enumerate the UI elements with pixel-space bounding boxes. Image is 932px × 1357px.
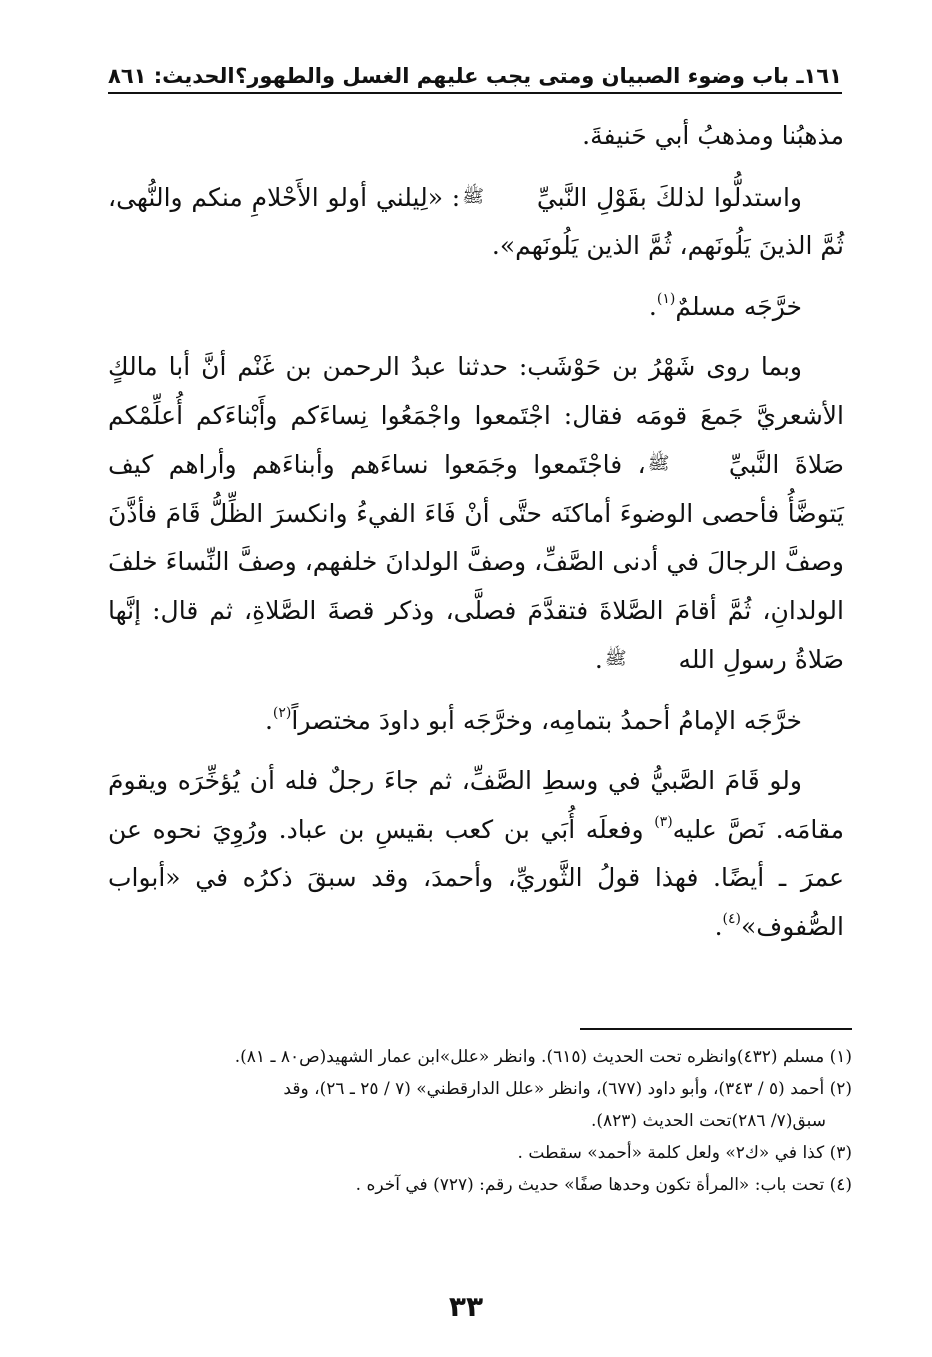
running-header bbox=[108, 60, 842, 94]
paragraph bbox=[108, 757, 844, 951]
footnote-marker: (٣) bbox=[654, 813, 673, 830]
paragraph-text: خرَّجَه مسلمٌ bbox=[675, 291, 802, 321]
paragraph-text: واستدلُّوا لذلكَ بقَوْلِ النَّبيِّ bbox=[536, 182, 802, 212]
paragraph-text: . bbox=[714, 911, 723, 941]
paragraph bbox=[108, 697, 844, 746]
paragraph-text: . bbox=[594, 645, 603, 674]
paragraph bbox=[108, 112, 844, 161]
footnote-line: (١) مسلم (٤٣٢)وانظره تحت الحديث (٦١٥). وانظر «علل»ابن عمار الشهيد(ص٨٠ ـ ٨١). bbox=[234, 1047, 852, 1067]
paragraph-text: خرَّجَه الإمامُ أحمدُ بتمامِه، وخرَّجَه أبو داودَ مختصراً bbox=[291, 705, 802, 735]
paragraph-text: . bbox=[648, 291, 657, 321]
main-text bbox=[108, 112, 844, 951]
paragraph-text: . bbox=[264, 705, 273, 735]
paragraph bbox=[108, 283, 844, 332]
paragraph-text: ولو قَامَ الصَّبيُّ في وسطِ الصَّفِّ، ثم جاءَ رجلٌ فله أن يُؤخِّرَه ويقومَ مقامَه. نَصَّ عليه bbox=[108, 766, 845, 844]
salla-glyph: ﷺ bbox=[462, 185, 484, 207]
hadith-number: الحديث: ٨٦١ bbox=[108, 64, 235, 88]
paragraph-text: مذهبُنا ومذهبُ أبي حَنيفةَ. bbox=[582, 121, 844, 150]
footnote-line: سبق(٧/ ٢٨٦)تحت الحديث (٨٢٣). bbox=[590, 1111, 826, 1131]
footnote-marker: (٢) bbox=[272, 704, 292, 721]
page-number: ٣٣ bbox=[448, 1290, 484, 1323]
paragraph bbox=[108, 173, 844, 271]
paragraph-text: وبما روى شَهْرُ بن حَوْشَب: حدثنا عبدُ الرحمن بن غَنْم أنَّ أبا مالكٍ الأشعريَّ جَمعَ قومَه فقال: اجْتَمعوا واجْمَعُوا نِساءَكم وأَبْناءَكم أُعلِّمْكم صَلاةَ النَّبيِّ bbox=[108, 352, 844, 479]
paragraph bbox=[108, 343, 844, 685]
salla-glyph: ﷺ bbox=[647, 453, 670, 474]
footnote-marker: (١) bbox=[656, 290, 676, 307]
paragraph-text: وفعلَه أُبَي بن كعب بقيسِ بن عباد. ورُوِيَ نحوه عن عمرَ ـ أيضًا. فهذا قولُ الثَّوريِّ، وأحمدَ، وقد سبقَ ذكرُه في «أبواب الصُّفوف» bbox=[108, 814, 844, 941]
footnote-line: (٤) تحت باب: «المرأة تكون وحدها صفًا» حديث رقم: (٧٢٧) في آخره . bbox=[355, 1175, 852, 1195]
footnote-marker: (٤) bbox=[722, 910, 741, 927]
footnote-line: (٢) أحمد (٥ / ٣٤٣)، وأبو داود (٦٧٧)، وانظر «علل الدارقطني» (٧ / ٢٥ ـ ٢٦)، وقد bbox=[283, 1079, 852, 1099]
chapter-title: ١٦١ـ باب وضوء الصبيان ومتى يجب عليهم الغسل والطهور؟ bbox=[235, 64, 842, 88]
footnote-line: (٣) كذا في «ك٢» ولعل كلمة «أحمد» سقطت . bbox=[517, 1143, 852, 1163]
paragraph-text: ، فاجْتَمعوا وجَمَعوا نساءَهم وأبناءَهم وأراهم كيف يَتوضَّأُ فأحصى الوضوءَ أماكنَه حتَّى أنْ فَاءَ الفيءُ وانكسرَ الظِّلُّ قَامَ فأذَّنَ وصفَّ الرجالَ في أدنى الصَّفِّ، وصفَّ الولدانَ خلفهم، وصفَّ النِّساءَ خلفَ الولدانِ، ثُمَّ أقامَ الصَّلاةَ فتقدَّمَ فصلَّى، وذكر قصةَ الصَّلاةِ، ثم قال: إنَّها صَلاةُ رسولِ الله bbox=[108, 450, 844, 674]
salla-glyph: ﷺ bbox=[604, 648, 627, 669]
footnote-divider bbox=[580, 1028, 852, 1030]
paragraph-text: : «لِيلني أولو الأَحْلامِ منكم والنُّهى، ثُمَّ الذينَ يَلُونَهم، ثُمَّ الذين يَلُونَهم». bbox=[108, 182, 844, 260]
footnotes bbox=[108, 1042, 852, 1202]
